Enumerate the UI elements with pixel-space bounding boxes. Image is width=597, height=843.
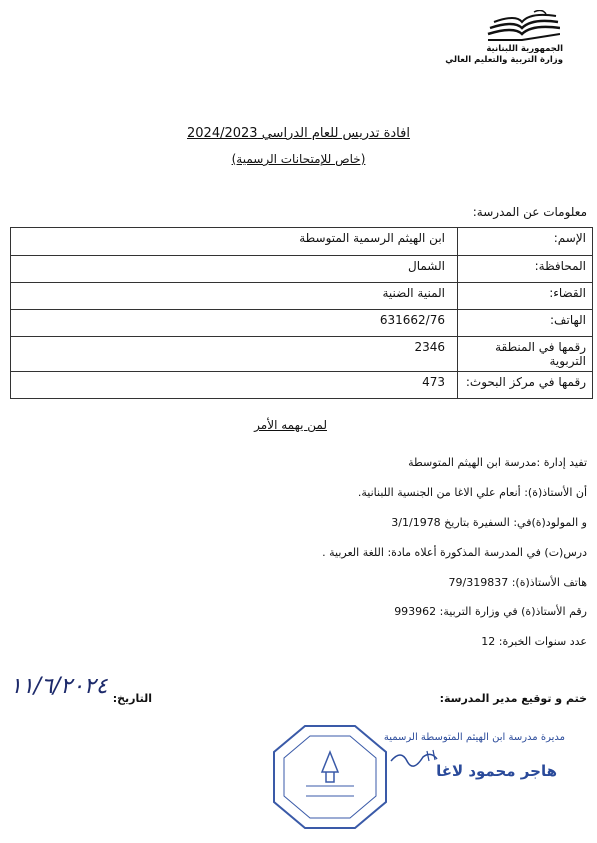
row-label: الإسم:: [458, 228, 593, 256]
ministry-logo-icon: [486, 10, 560, 48]
row-label: الهاتف:: [458, 310, 593, 337]
signature-label: ختم و توقيع مدير المدرسة:: [439, 692, 587, 705]
table-row: [11, 283, 593, 310]
row-value: المنية الضنية: [11, 283, 458, 310]
stamp-title: مديرة مدرسة ابن الهيثم المتوسطة الرسمية: [383, 732, 565, 743]
row-value: 631662/76: [11, 310, 458, 337]
row-label: رقمها في المنطقة التربوية: [458, 337, 593, 372]
table-row: [11, 228, 593, 256]
body-line: أن الأستاذ(ة): أنعام علي الاغا من الجنسية اللبنانية.: [357, 486, 587, 499]
school-info-table: [10, 227, 593, 399]
body-line: رقم الأستاذ(ة) في وزارة التربية: 993962: [394, 605, 587, 618]
title-year: 2024/2023: [187, 126, 258, 141]
row-label: رقمها في مركز البحوث:: [458, 372, 593, 399]
document-title: [0, 126, 597, 141]
row-value: ابن الهيثم الرسمية المتوسطة: [11, 228, 458, 256]
to-whom-heading: لمن يهمه الأمر: [254, 418, 327, 432]
body-line: عدد سنوات الخبرة: 12: [481, 635, 587, 648]
school-seal-icon: [270, 722, 390, 832]
table-row: [11, 372, 593, 399]
document-subtitle: (خاص للإمتحانات الرسمية): [231, 152, 366, 166]
row-value: 2346: [11, 337, 458, 372]
body-line: تفيد إدارة :مدرسة ابن الهيثم المتوسطة: [408, 456, 587, 469]
signer-name: هاجر محمود لاغا: [436, 762, 557, 780]
row-label: المحافظة:: [458, 256, 593, 283]
body-line: درس(ت) في المدرسة المذكورة أعلاه مادة: اللغة العربية .: [322, 546, 587, 559]
date-label: التاريخ:: [112, 692, 152, 705]
body-line: و المولود(ة)في: السفيرة بتاريخ 3/1/1978: [391, 516, 587, 529]
ministry-name: الجمهورية اللبنانية وزارة التربية والتعليم العالي: [445, 44, 563, 65]
school-info-heading: معلومات عن المدرسة:: [472, 205, 587, 219]
row-value: 473: [11, 372, 458, 399]
row-value: الشمال: [11, 256, 458, 283]
title-text: افادة تدريس للعام الدراسي: [257, 126, 410, 141]
row-label: القضاء:: [458, 283, 593, 310]
body-line: هاتف الأستاذ(ة): 79/319837: [448, 576, 587, 589]
table-row: [11, 256, 593, 283]
table-row: [11, 337, 593, 372]
table-row: [11, 310, 593, 337]
handwritten-date: ١١/٦/٢٠٢٤: [10, 674, 108, 699]
